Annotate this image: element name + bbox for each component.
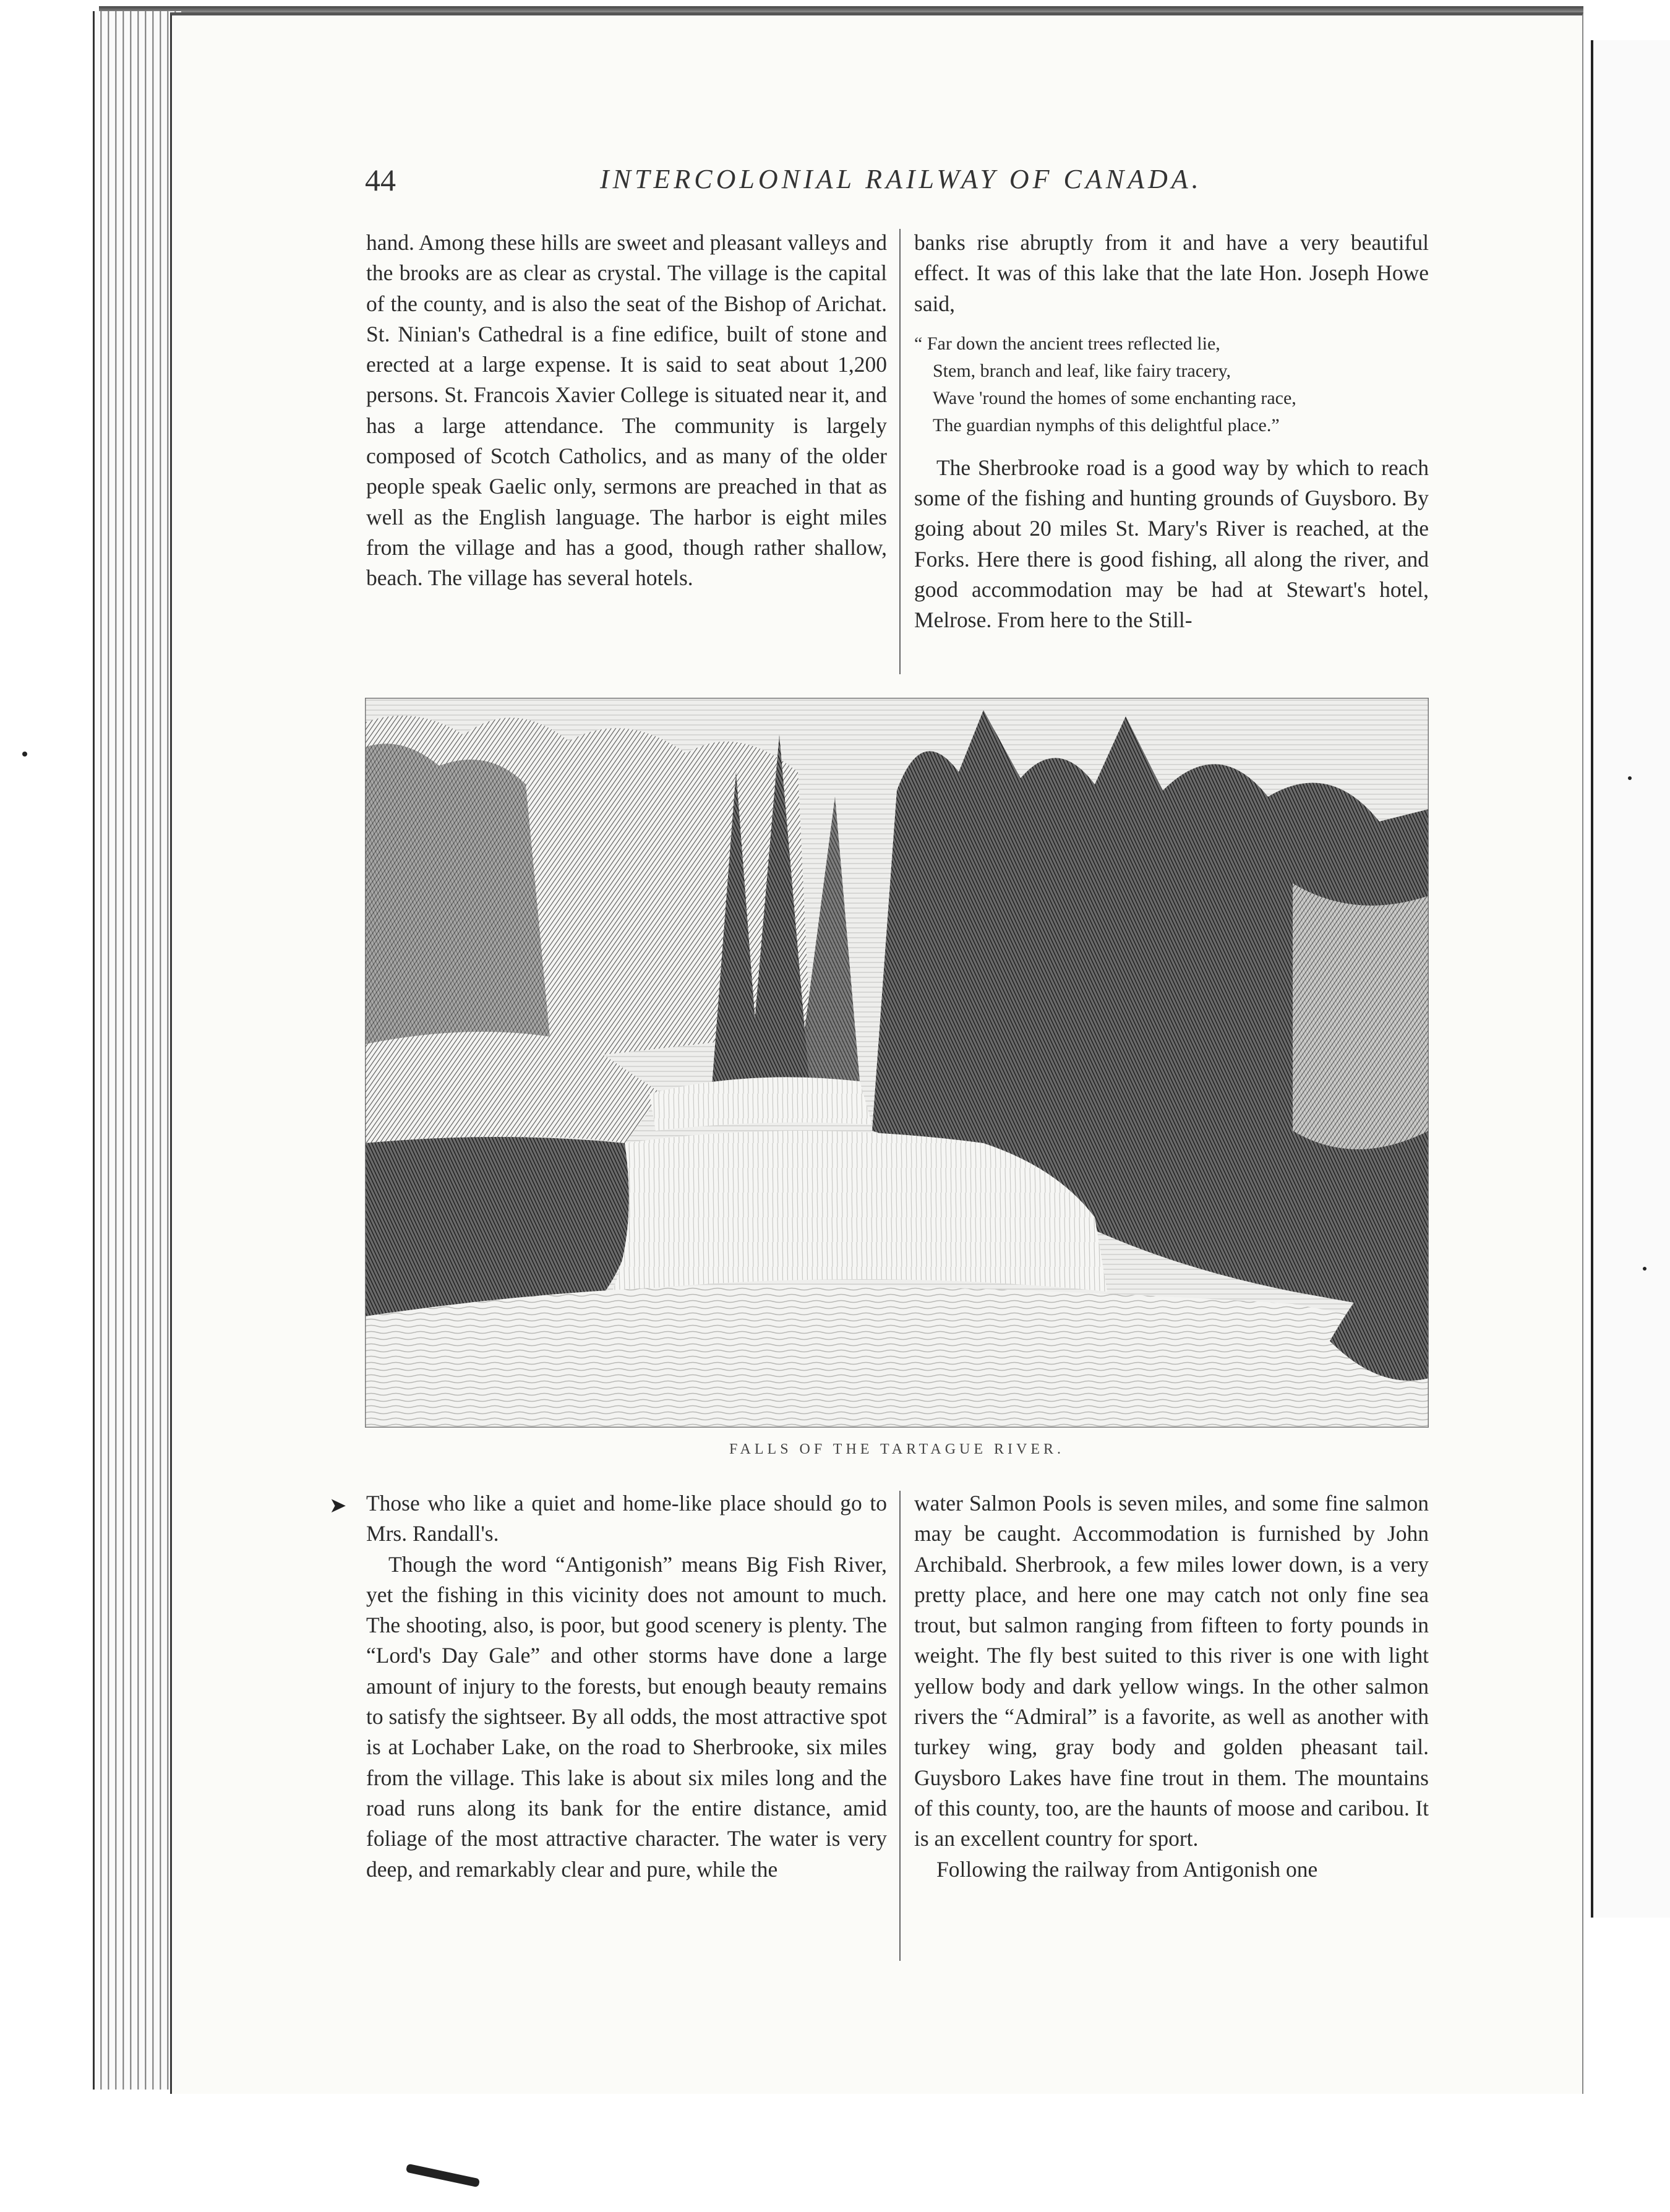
poem-line: Stem, branch and leaf, like fairy tracery, [933,360,1231,381]
page-header [365,162,1429,205]
waterfall-engraving [365,698,1429,1428]
column-right-bottom [914,1488,1429,1971]
figure-caption: FALLS OF THE TARTAGUE RIVER. [729,1441,1065,1457]
scan-speck [1628,776,1632,780]
scan-smudge [406,2164,480,2188]
paragraph: Though the word “Antigonish” means Big Fish River, yet the fishing in this vicinity does not amount to much. The shooting, also, is poor, but good scenery is plenty. The “Lord's Day Gale” and other storms have done a large amount of injury to the forests, but enough beauty remains to satisfy the sightseer. By all odds, the most attractive spot is at Lochaber Lake, on the road to Sherbrooke, six miles from the village. This lake is about six miles long and the road runs along its bank for the entire distance, amid foliage of the most attractive character. The water is very deep, and remarkably clear and pure, while the [366,1551,888,1882]
scan-speck [22,752,27,757]
column-left-top [366,228,887,673]
paragraph: The Sherbrooke road is a good way by which to reach some of the fishing and hunting grounds of Guysboro. By going about 20 miles St. Mary's River is reached, at the Forks. Here there is good fishing, all along the river, and good accommodation may be had at Stewart's hotel, Melrose. From here to the Still- [914,455,1429,633]
poem-line: Wave 'round the homes of some enchanting race, [933,387,1296,408]
column-right-top [914,228,1429,673]
paragraph: hand. Among these hills are sweet and pleasant valleys and the brooks are as clear as crystal. The village is the capital of the county, and is also the seat of the Bishop of Arichat. St. Ninian's Cathedral is a fine edifice, built of stone and erected at a large expense. It is said to seat about 1,200 persons. St. Francois Xavier College is situated near it, and has a large attendance. The community is largely composed of Scotch Catholics, and as many of the older people speak Gaelic only, sermons are preached in that as well as the English language. The harbor is eight miles from the village and has a good, though rather shallow, beach. The village has several hotels. [366,230,887,591]
paragraph: Those who like a quiet and home-like place should go to Mrs. Randall's. [366,1491,887,1546]
page-edges [93,11,181,2090]
running-head: INTERCOLONIAL RAILWAY OF CANADA. [600,164,1202,194]
page-number: 44 [365,163,396,197]
poem-line: “ Far down the ancient trees reflected lie, [914,333,1220,354]
paragraph: Following the railway from Antigonish one [936,1856,1318,1882]
poem-quote [914,330,1429,439]
margin-arrow-icon: ➤ [329,1494,347,1517]
paragraph: banks rise abruptly from it and have a very beautiful effect. It was of this lake that the late Hon. Joseph Howe said, [914,230,1429,316]
facing-page-edge [1591,40,1670,1918]
column-left-bottom [366,1488,887,1971]
paragraph: water Salmon Pools is seven miles, and some fine salmon may be caught. Accommodation is furnished by John Archibald. Sherbrook, a few miles lower down, is a very pretty place, and here one may catch not only fine sea trout, but salmon ranging from fifteen to forty pounds in weight. The fly best suited to this river is one with light yellow body and dark yellow wings. In the other salmon rivers the “Admiral” is a favorite, as well as another with turkey wing, gray body and golden pheasant tail. Guysboro Lakes have fine trout in them. The mountains of this county, too, are the haunts of moose and caribou. It is an excellent country for sport. [914,1491,1429,1851]
scan-speck [1643,1267,1646,1271]
column-rule [899,1491,901,1961]
column-rule [899,229,901,674]
poem-line: The guardian nymphs of this delightful place.” [933,414,1280,435]
